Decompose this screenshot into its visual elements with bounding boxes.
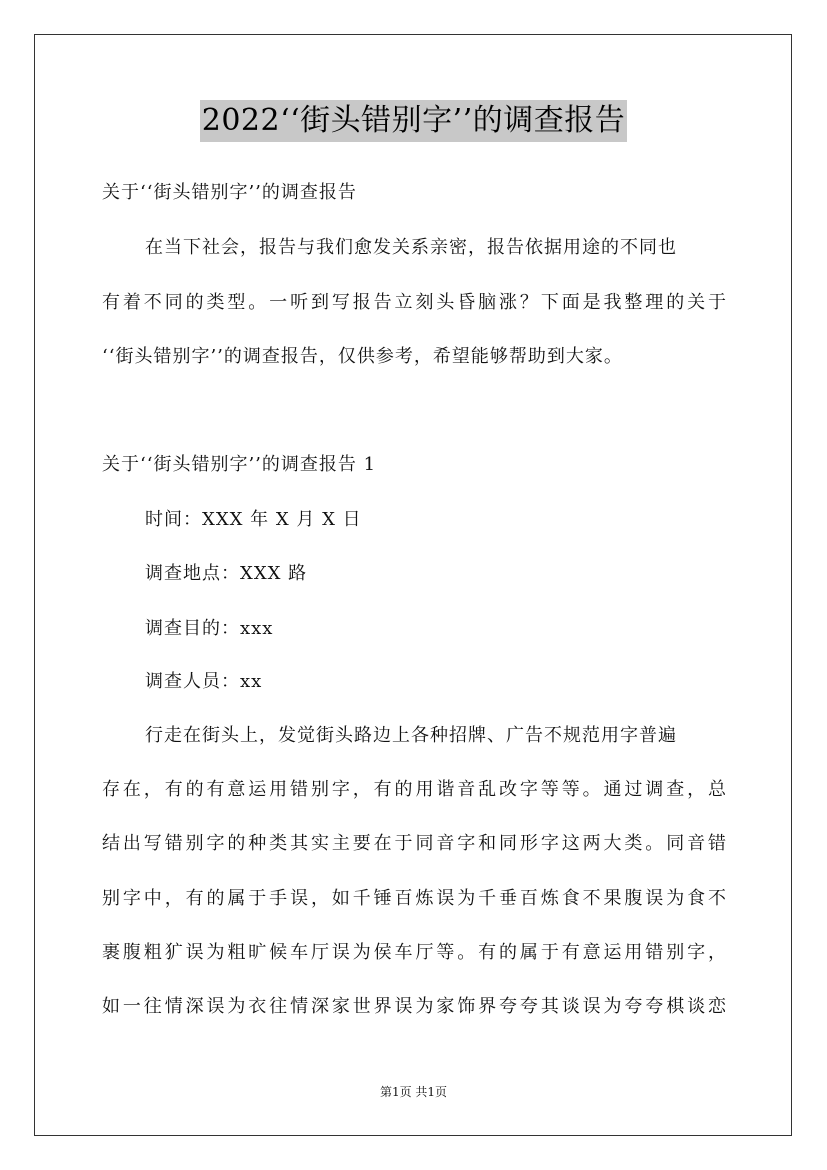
body-line-3: 结出写错别字的种类其实主要在于同音字和同形字这两大类。同音错 xyxy=(102,833,726,854)
survey-members: 调查人员：xx xyxy=(145,671,263,692)
body-line-5: 裹腹粗犷误为粗旷候车厅误为侯车厅等。有的属于有意运用错别字， xyxy=(102,942,726,963)
body-line-6: 如一往情深误为衣往情深家世界误为家饰界夸夸其谈误为夸夸棋谈恋 xyxy=(102,996,726,1017)
survey-place: 调查地点：XXX 路 xyxy=(145,563,308,584)
title-container xyxy=(0,100,827,142)
intro-line-2: 有着不同的类型。一听到写报告立刻头昏脑涨？下面是我整理的关于 xyxy=(102,292,726,313)
survey-purpose: 调查目的：xxx xyxy=(145,618,274,639)
body-line-2: 存在，有的有意运用错别字，有的用谐音乱改字等等。通过调查，总 xyxy=(102,779,726,800)
document-title: 2022‘‘街头错别字’’的调查报告 xyxy=(200,100,628,142)
body-line-4: 别字中，有的属于手误，如千锤百炼误为千垂百炼食不果腹误为食不 xyxy=(102,888,726,909)
intro-line-3: ‘‘街头错别字’’的调查报告，仅供参考，希望能够帮助到大家。 xyxy=(102,346,623,367)
section-title: 关于‘‘街头错别字’’的调查报告 1 xyxy=(102,454,377,475)
survey-time: 时间：XXX 年 X 月 X 日 xyxy=(145,509,362,530)
subtitle: 关于‘‘街头错别字’’的调查报告 xyxy=(102,182,357,203)
intro-line-1: 在当下社会，报告与我们愈发关系亲密，报告依据用途的不同也 xyxy=(145,237,677,258)
body-line-1: 行走在街头上，发觉街头路边上各种招牌、广告不规范用字普遍 xyxy=(145,725,677,746)
page-footer: 第1页 共1页 xyxy=(379,1085,448,1099)
